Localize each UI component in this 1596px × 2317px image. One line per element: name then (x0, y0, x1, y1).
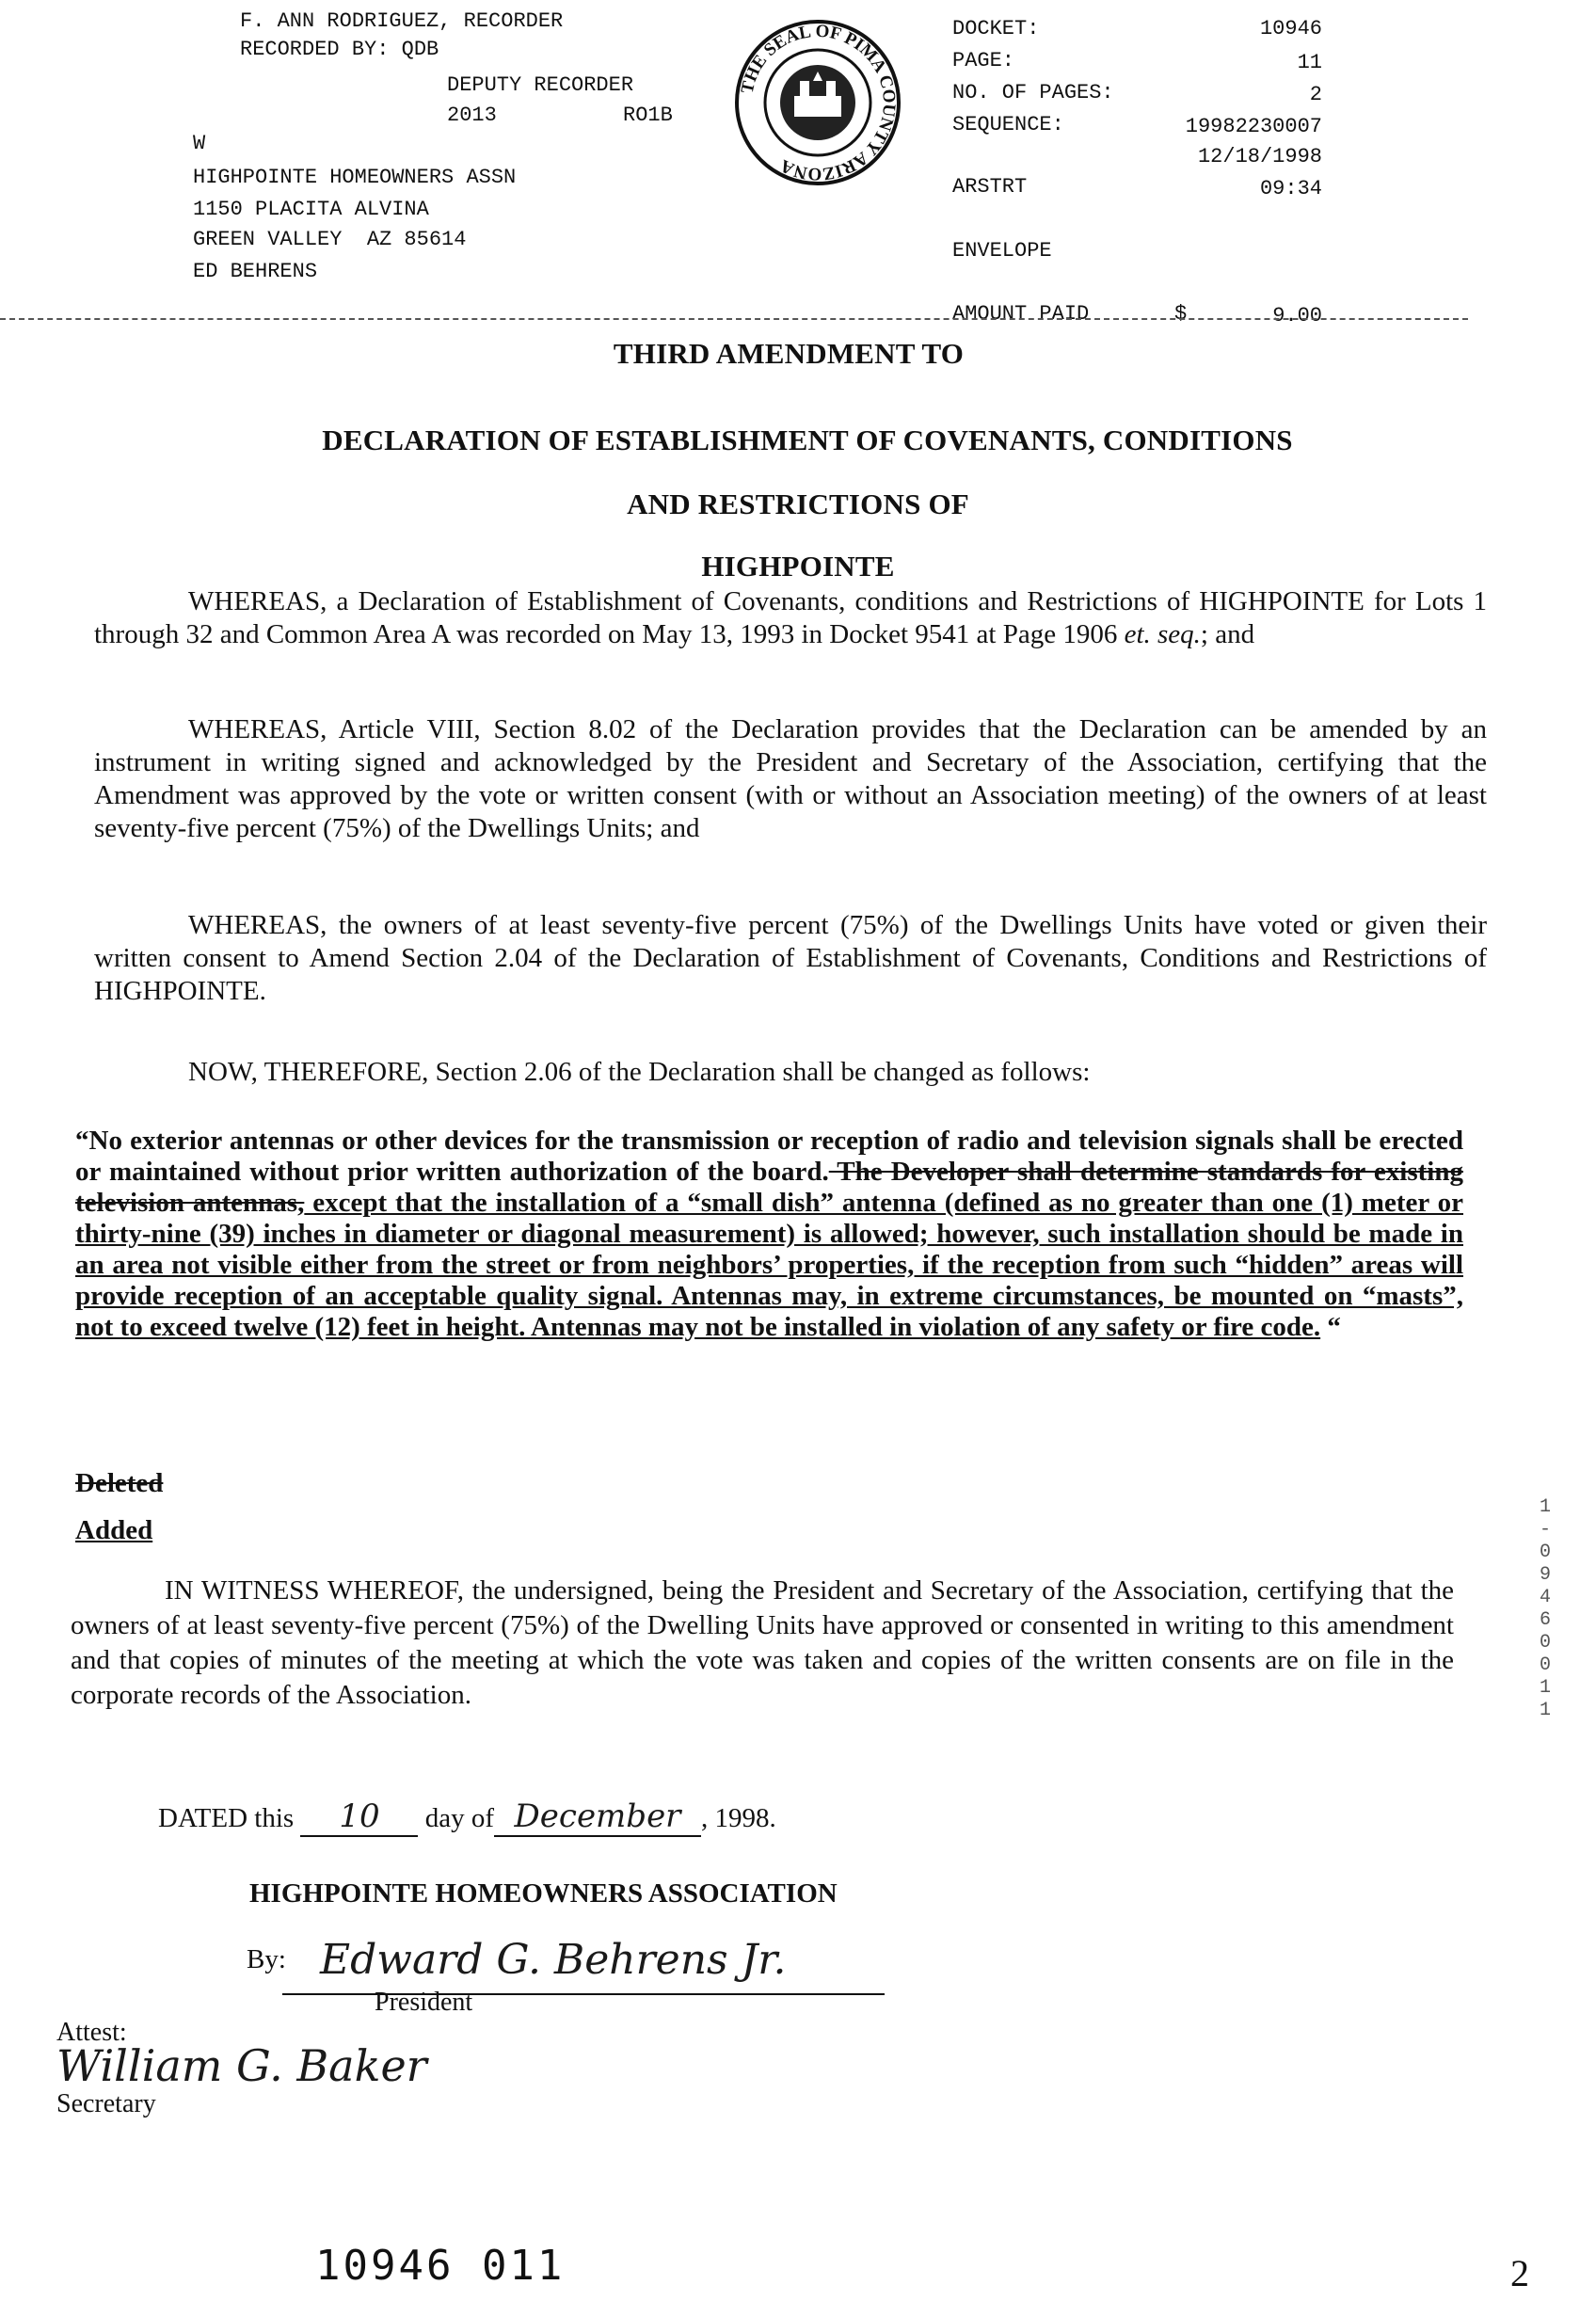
addressee-line-3: GREEN VALLEY AZ 85614 (193, 228, 467, 251)
amendment-text (75, 1126, 1463, 1343)
dated-prefix: DATED this (158, 1803, 295, 1833)
dated-day: 10 (300, 1798, 418, 1837)
page-value: 11 (1297, 51, 1322, 74)
legend-deleted: Deleted (75, 1468, 164, 1498)
recorded-by: RECORDED BY: QDB (240, 38, 439, 61)
pages-value: 2 (1309, 83, 1322, 106)
recorder-name: F. ANN RODRIGUEZ, RECORDER (240, 9, 564, 33)
docket-value: 10946 (1259, 17, 1322, 40)
recital-3: WHEREAS, the owners of at least seventy-five percent (75%) of the Dwellings Units have voted or given their written consent to Amend Section 2.04 of the Declaration of Establishment of Covenants, Conditions and Restrictions of HIGHPOINTE. (94, 910, 1487, 1006)
recital-1-et-seq: et. seq. (1124, 619, 1201, 649)
dated-year: , 1998. (700, 1803, 776, 1833)
page-mark: 2 (1510, 2252, 1529, 2294)
header-divider (0, 318, 1468, 320)
addressee-line-1: HIGHPOINTE HOMEOWNERS ASSN (193, 166, 517, 189)
president-signature: Edward G. Behrens Jr. (282, 1926, 885, 1995)
title-line-4: HIGHPOINTE (701, 550, 895, 583)
president-label: President (375, 1988, 473, 2017)
record-time: 09:34 (1259, 177, 1322, 200)
pages-label: NO. OF PAGES: (952, 81, 1114, 104)
witness-clause: IN WITNESS WHEREOF, the undersigned, being the President and Secretary of the Association, certifying that the owners of at least seventy-five percent (75%) of the Dwelling Units have approved or consented in writing to this amendment and that copies of minutes of the meeting at which the vote was taken and copies of the written consents are on file in the corporate records of the Association. (71, 1575, 1454, 1710)
recital-1-tail: ; and (1200, 619, 1255, 649)
title-line-2: DECLARATION OF ESTABLISHMENT OF COVENANTS, CONDITIONS (322, 423, 1293, 456)
recital-2: WHEREAS, Article VIII, Section 8.02 of the Declaration provides that the Declaration can be amended by an instrument in writing signed and acknowledged by the President and Secretary of the Association, certifying that the Amendment was approved by the vote or written consent (with or without an Association meeting) of the owners of at least seventy-five percent (75%) of the Dwellings Units; and (94, 714, 1487, 843)
recital-4: NOW, THEREFORE, Section 2.06 of the Declaration shall be changed as follows: (188, 1057, 1091, 1087)
amount-currency: $ (1174, 302, 1188, 326)
docket-label: DOCKET: (952, 17, 1040, 40)
arstrt-label: ARSTRT (952, 175, 1028, 199)
county-seal (734, 19, 902, 186)
association-name: HIGHPOINTE HOMEOWNERS ASSOCIATION (249, 1878, 838, 1909)
record-date: 12/18/1998 (1197, 145, 1322, 168)
amendment-closing-quote: “ (1320, 1312, 1341, 1342)
amount-value: 9.00 (1272, 304, 1322, 328)
legend-added: Added (75, 1515, 153, 1545)
addressee-line-4: ED BEHRENS (193, 260, 318, 283)
recorder-code-right: RO1B (623, 104, 673, 127)
seal-text: THE SEAL OF PIMA COUNTY ARIZONA (737, 21, 900, 184)
envelope-label: ENVELOPE (952, 239, 1052, 263)
secretary-signature: William G. Baker (56, 2040, 427, 2091)
dated-line (158, 1798, 776, 1837)
sequence-value: 19982230007 (1185, 115, 1322, 138)
secretary-label: Secretary (56, 2089, 156, 2118)
amendment-unchanged: “No exterior antennas or other devices for the transmission or reception of radio and television signals shall be erected or maintained without prior written authorization of the board. (75, 1126, 1463, 1187)
sequence-label: SEQUENCE: (952, 113, 1064, 136)
footer-docket-number: 10946 011 (315, 2242, 566, 2290)
recorder-code-left: 2013 (447, 104, 497, 127)
deputy-recorder: DEPUTY RECORDER (447, 73, 634, 97)
side-margin-number: 1-0946 0011 (1539, 1496, 1551, 1721)
amendment-deleted: The Developer shall determine standards for existing television antennas, (75, 1157, 1463, 1218)
dated-middle: day of (424, 1803, 494, 1833)
recital-1 (94, 585, 1487, 651)
addressee-line-2: 1150 PLACITA ALVINA (193, 198, 429, 221)
dated-month: December (494, 1798, 701, 1837)
title-line-3: AND RESTRICTIONS OF (627, 487, 969, 520)
amendment-added: except that the installation of a “small dish” antenna (defined as no greater than one (1) meter or thirty-nine (39) inches in diameter or diagonal measurement) is allowed; however, such installation should be made in an area not visible either from the street or from neighbors’ properties, if the reception from such “hidden” areas will provide reception of an acceptable quality signal. Antennas may, in extreme circumstances, be mounted on “masts”, not to exceed twelve (12) feet in height. Antennas may not be installed in violation of any safety or fire code. (75, 1188, 1463, 1342)
title-line-1: THIRD AMENDMENT TO (613, 337, 965, 370)
amount-label: AMOUNT PAID (952, 302, 1090, 326)
page-label: PAGE: (952, 49, 1015, 72)
attest-label: Attest: (56, 2018, 127, 2047)
by-label: By: (247, 1944, 286, 1974)
w-mark: W (193, 132, 206, 155)
recital-1-text: WHEREAS, a Declaration of Establishment of Covenants, conditions and Restrictions of HIGHPOINTE for Lots 1 through 32 and Common Area A was recorded on May 13, 1993 in Docket 9541 at Page 1906 (94, 586, 1487, 649)
